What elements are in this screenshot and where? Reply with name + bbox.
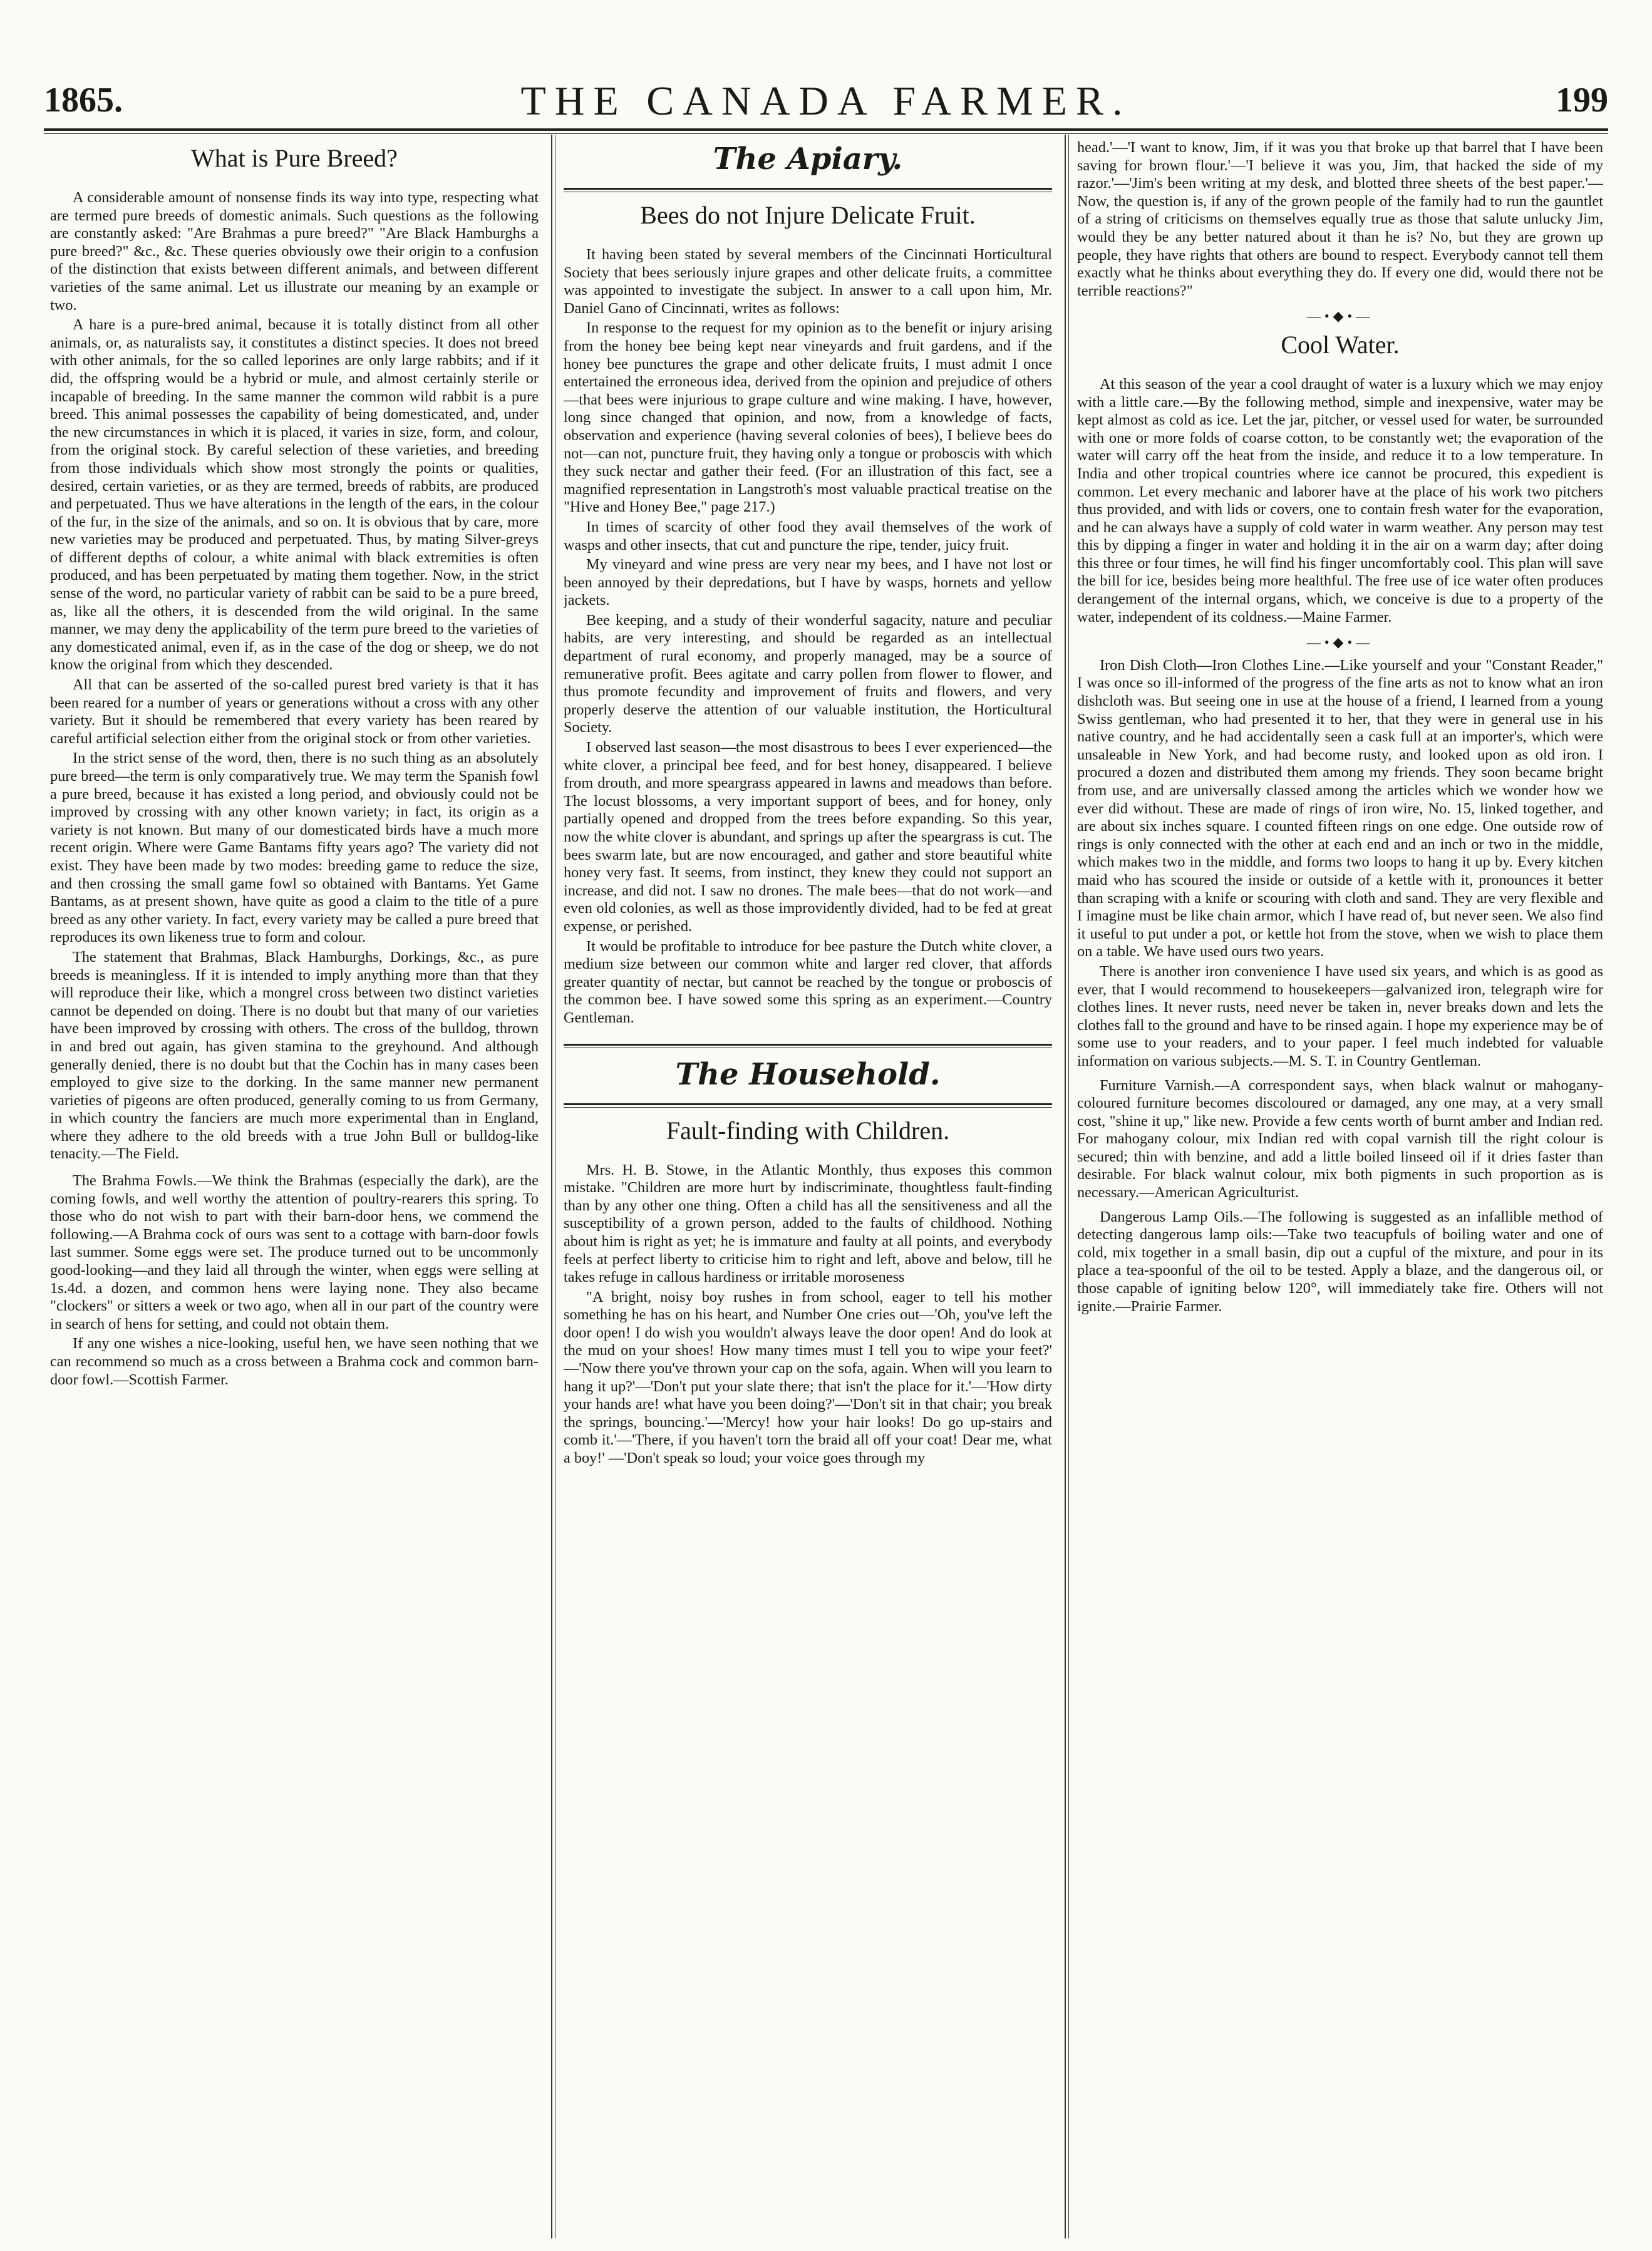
section-rule — [564, 188, 1052, 190]
paragraph: The statement that Brahmas, Black Hamburghs, Dorkings, &c., as pure breeds is meaningless. If it is intended to imply anything more than that they will reproduce their like, which a mongrel cross between two distinct varieties cannot be depended on doing. There is no doubt but that many of our varieties have been improved by crossing with others. The cross of the bulldog, thrown in and bred out again, has given stamina to the greyhound. And although generally denied, there is no doubt but that the Cochin has in many cases been employed to give size to the dorking. In the same manner new permanent varieties of pigeons are often produced, generally coming to us from Germany, in which country the fanciers are much more experimental than in England, where they adhere to the old breeds with a true John Bull or bulldog-like tenacity.—The Field. — [50, 948, 539, 1163]
paragraph: A considerable amount of nonsense finds its way into type, respecting what are termed pure breeds of domestic animals. Such questions as the following are constantly asked: "Are Brahmas a pure breed?" "Are Black Hamburghs a pure breed?" &c., &c. These queries obviously owe their origin to a confusion of the distinction that exists between different animals, and between different varieties of the same animal. Let us illustrate our meaning by an example or two. — [50, 189, 539, 314]
paragraph: In the strict sense of the word, then, there is no such thing as an absolutely pure breed—the term is only comparatively true. We may term the Spanish fowl a pure breed, because it has existed a long period, and obviously could not be improved by crossing with any other known variety; in fact, its origin as a variety is not known. But many of our domesticated birds have a much more recent origin. Where were Game Bantams fifty years ago? The variety did not exist. They have been made by two modes: breeding game to reduce the size, and then crossing the small game fowl so obtained with Bantams. Yet Game Bantams, as at present shown, have quite as good a claim to the title of a pure breed as any other variety. In fact, every variety may be called a pure breed that reproduces its own likeness true to form and colour. — [50, 749, 539, 946]
newspaper-title: THE CANADA FARMER. — [520, 78, 1132, 124]
paragraph: It having been stated by several members of the Cincinnati Horticultural Society that bees seriously injure grapes and other delicate fruits, a committee was appointed to investigate the subject. In answer to a call upon him, Mr. Daniel Gano of Cincinnati, writes as follows: — [564, 246, 1052, 317]
column-3 — [1077, 139, 1603, 2237]
paragraph: A hare is a pure-bred animal, because it is totally distinct from all other animals, or, as naturalists say, it constitutes a distinct species. It does not breed with other animals, for the so called leporines are only large rabbits; and if it did, the offspring would be a hybrid or mule, and almost certainly sterile or incapable of breeding. In the same manner the common wild rabbit is a pure breed. This animal possesses the capability of being domesticated, and, under the new circumstances in which it is placed, it varies in size, form, and colour, from the original stock. By careful selection of these varieties, and breeding from those individuals which show most strongly the points or qualities, desired, certain varieties, or as they are termed, breeds of rabbits, are produced and perpetuated. Thus we have alterations in the length of the ears, in the colour of the fur, in the size of the animals, and so on. It is obvious that by care, more new varieties may be produced and perpetuated. Thus, by mating Silver-greys of different depths of colour, a white animal with black extremities is often produced, and has been perpetuated by mating them together. Now, in the strict sense of the word, no particular variety of rabbit can be said to be a pure breed, as, like all the others, it is descended from the wild original. In the same manner, we may deny the applicability of the term pure breed to the varieties of any domesticated animal, even if, as in the case of the dog or sheep, we do not know the original from which they descended. — [50, 316, 539, 674]
issue-year: 1865. — [44, 81, 123, 120]
masthead — [44, 75, 1608, 125]
paragraph: head.'—'I want to know, Jim, if it was you that broke up that barrel that I have been saving for brown flour.'—'I believe it was you, Jim, that hacked the side of my razor.'—'Jim's been writing at my desk, and blotted three sheets of the best paper.'—Now, the question is, if any of the grown people of the family had to run the gauntlet of a string of criticisms on themselves equally true as those that salute unlucky Jim, would they be any better natured about it than he is? No, but they are grown up people, they have rights that others are bound to respect. Everybody cannot tell them exactly what he thinks about everything they do. If every one did, would there not be terrible reactions?" — [1077, 139, 1603, 299]
column-1 — [50, 139, 539, 2237]
paragraph: I observed last season—the most disastrous to bees I ever experienced—the white clover, a principal bee feed, and for best honey, disappeared. I believe from drouth, and more speargrass appeared in lawns and meadows than before. The locust blossoms, a very important support of bees, and for honey, only partially opened and dropped from the trees before expanding. So this year, now the white clover is abundant, and springs up after the speargrass is cut. The bees swarm late, but are now encouraged, and gather and store beautiful white honey very fast. It seems, from instinct, they knew they could not support an increase, and did not. I saw no drones. The male bees—that do not work—and even old colonies, as well as those improvidently divided, had to be fed at great expense, or perished. — [564, 739, 1052, 935]
section-rule — [564, 1103, 1052, 1105]
paragraph: The Brahma Fowls.—We think the Brahmas (especially the dark), are the coming fowls, and well worthy the attention of poultry-rearers this spring. To those who do not wish to part with their barn-door hens, we commend the following.—A Brahma cock of ours was sent to a cottage with barn-door fowls last summer. Some eggs were set. The produce turned out to be uncommonly good-looking—and they laid all through the winter, when eggs were selling at 1s.4d. a dozen, and common hens were laying none. They also became "clockers" or sitters a week or two ago, when all in our part of the country were in search of hens for setting, and could not obtain them. — [50, 1172, 539, 1332]
paragraph: Furniture Varnish.—A correspondent says, when black walnut or mahogany-coloured furniture becomes discoloured or damaged, any one may, at a very small cost, "shine it up," like new. Provide a few cents worth of burnt amber and Indian red. For mahogany colour, mix Indian red with copal varnish till the right colour is secured; thin with benzine, and add a little boiled linseed oil if it dries faster than desirable. For black walnut colour, mix both pigments in such proportion as is necessary.—American Agriculturist. — [1077, 1076, 1603, 1202]
department-heading: The Household. — [675, 1056, 941, 1092]
column-divider — [551, 135, 552, 2238]
paragraph: At this season of the year a cool draught of water is a luxury which we may enjoy with a little care.—By the following method, simple and inexpensive, water may be kept almost as cold as ice. Let the jar, pitcher, or vessel used for water, be surrounded with one or more folds of coarse cotton, to be constantly wet; the evaporation of the water will carry off the heat from the inside, and reduce it to a low temperature. In India and other tropical countries where ice cannot be procured, this expedient is common. Let every mechanic and laborer have at the place of his work two pitchers thus provided, and with lids or covers, one to contain fresh water for the evaporation, and he can always have a supply of cold water in warm weather. Any person may test this by dipping a finger in water and holding it in the air on a warm day; after doing this three or four times, he will find his finger uncomfortably cool. This plan will save the bill for ice, besides being more healthful. The free use of ice water often produces derangement of the internal organs, which, we conceive is due to a property of the water, independent of its coldness.—Maine Farmer. — [1077, 375, 1603, 626]
paragraph: My vineyard and wine press are very near my bees, and I have not lost or been annoyed by their depredations, but I have by wasps, hornets and yellow jackets. — [564, 556, 1052, 609]
paragraph: In response to the request for my opinion as to the benefit or injury arising from the honey bee being kept near vineyards and fruit gardens, and if the honey bee punctures the grape and other delicate fruits, I must admit I once entertained the erroneous idea, derived from the opinion and prejudice of others—that bees were injurious to grape culture and wine making. I have, however, long since changed that opinion, and now, from a knowledge of facts, observation and experience (having several colonies of bees), I believe bees do not—can not, puncture fruit, they having only a tongue or proboscis with which they suck nectar and gather their feed. (For an illustration of this fact, see a magnified representation in Langstroth's most valuable practical treatise on the "Hive and Honey Bee," page 217.) — [564, 319, 1052, 516]
department-heading: The Apiary. — [713, 142, 903, 177]
paragraph: Bee keeping, and a study of their wonderful sagacity, nature and peculiar habits, are very interesting, and should be regarded as an intellectual department of rural economy, and properly managed, may be a source of remunerative profit. Bees agitate and carry pollen from flower to flower, and thus promote fecundity and improvement of fruits and flowers, and very properly deserve the attention of our valuable institution, the Horticultural Society. — [564, 611, 1052, 736]
column-2 — [564, 139, 1052, 2237]
masthead-rule-thin — [44, 133, 1608, 134]
paragraph: If any one wishes a nice-looking, useful hen, we have seen nothing that we can recommend so much as a cross between a Brahma cock and common barn-door fowl.—Scottish Farmer. — [50, 1335, 539, 1388]
article-title: Fault-finding with Children. — [666, 1116, 950, 1145]
paragraph: Dangerous Lamp Oils.—The following is suggested as an infallible method of detecting dangerous lamp oils:—Take two teacupfuls of boiling water and one of cold, mix together in a small basin, dip out a cupful of the mixture, and pour in its place a tea-spoonful of the oil to be tested. Apply a blaze, and the dangerous oil, or those capable of igniting below 120°, will immediately take fire. Others will not ignite.—Prairie Farmer. — [1077, 1208, 1603, 1315]
paragraph: All that can be asserted of the so-called purest bred variety is that it has been reared for a number of years or generations without a cross with any other variety. But it should be remembered that every variety has been reared by careful artificial selection either from the original stock or from other varieties. — [50, 676, 539, 747]
column-divider — [1065, 135, 1066, 2238]
article-title: Cool Water. — [1281, 330, 1400, 359]
page-number: 199 — [1556, 81, 1608, 120]
section-rule-thin — [564, 1107, 1052, 1108]
article-title: Bees do not Injure Delicate Fruit. — [640, 201, 976, 229]
paragraph: It would be profitable to introduce for bee pasture the Dutch white clover, a medium size between our common white and larger red clover, that affords greater quantity of nectar, but cannot be reached by the tongue or proboscis of the common bee. I have sowed some this spring as an experiment.—Country Gentleman. — [564, 937, 1052, 1026]
paragraph: In times of scarcity of other food they avail themselves of the work of wasps and other insects, that cut and puncture the ripe, tender, juicy fruit. — [564, 518, 1052, 554]
section-rule — [564, 1044, 1052, 1046]
paragraph: Mrs. H. B. Stowe, in the Atlantic Monthly, thus exposes this common mistake. "Children are more hurt by indiscriminate, thoughtless fault-finding than by any other one thing. Often a child has all the sensitiveness and all the susceptibility of a grown person, added to the faults of childhood. Nothing about him is right as yet; he is immature and faulty at all points, and everybody feels at perfect liberty to criticise him to right and left, above and below, till he takes refuge in callous hardiness or irritable moroseness — [564, 1161, 1052, 1286]
ornament-divider: —•◆•— — [1306, 308, 1374, 324]
paragraph: There is another iron convenience I have used six years, and which is as good as ever, that I would recommend to housekeepers—galvanized iron, telegraph wire for clothes lines. It never rusts, need never be taken in, never breaks down and lets the clothes fall to the ground and have to be rinsed again. I hope my experience may be of some use to your readers, and to your paper. I feel much indebted for valuable information on various subjects.—M. S. T. in Country Gentleman. — [1077, 962, 1603, 1069]
masthead-rule — [44, 128, 1608, 131]
ornament-divider: —•◆•— — [1306, 634, 1374, 651]
article-title: What is Pure Breed? — [191, 144, 398, 172]
column-divider — [1068, 135, 1069, 2238]
paragraph: Iron Dish Cloth—Iron Clothes Line.—Like yourself and your "Constant Reader," I was once so ill-informed of the progress of the fine arts as not to know what an iron dishcloth was. But seeing one in use at the house of a friend, I learned from a young Swiss gentleman, who had presented it to her, that they were in general use in his native country, and he had accidentally seen a cask full at an importer's, which were unsaleable in New York, and had become rusty, and looked upon as old iron. I procured a dozen and distributed them among my friends. They soon became bright from use, and are universally classed among the articles which we wonder how we ever did without. These are made of rings of iron wire, No. 15, linked together, and are about six inches square. I counted fifteen rings on one edge. One outside row of rings is only connected with the other at each end and an inch or two in the middle, which makes two in the middle, and forms two loops to hang it up by. Every kitchen maid who has scoured the inside or outside of a kettle with it, pronounces it better than scraping with a knife or scouring with cloth and sand. They are very flexible and I imagine must be like chain armor, which I have read of, but never seen. We also find it useful to put under a pot, or kettle hot from the stove, when we wish to place them on a table. We have used ours two years. — [1077, 656, 1603, 961]
paragraph: "A bright, noisy boy rushes in from school, eager to tell his mother something he has on his heart, and Number One cries out—'Oh, you've left the door open! I do wish you wouldn't always leave the door open! And do look at the mud on your shoes! How many times must I tell you to wipe your feet?' —'Now there you've thrown your cap on the sofa, again. When will you learn to hang it up?'—'Don't put your slate there; that isn't the place for it.'—'How dirty your hands are! what have you been doing?'—'Don't sit in that chair; you break the springs, bouncing.'—'Mercy! how your hair looks! Do go up-stairs and comb it.'—'There, if you haven't torn the braid all off your coat! Dear me, what a boy!' —'Don't speak so loud; your voice goes through my — [564, 1288, 1052, 1467]
